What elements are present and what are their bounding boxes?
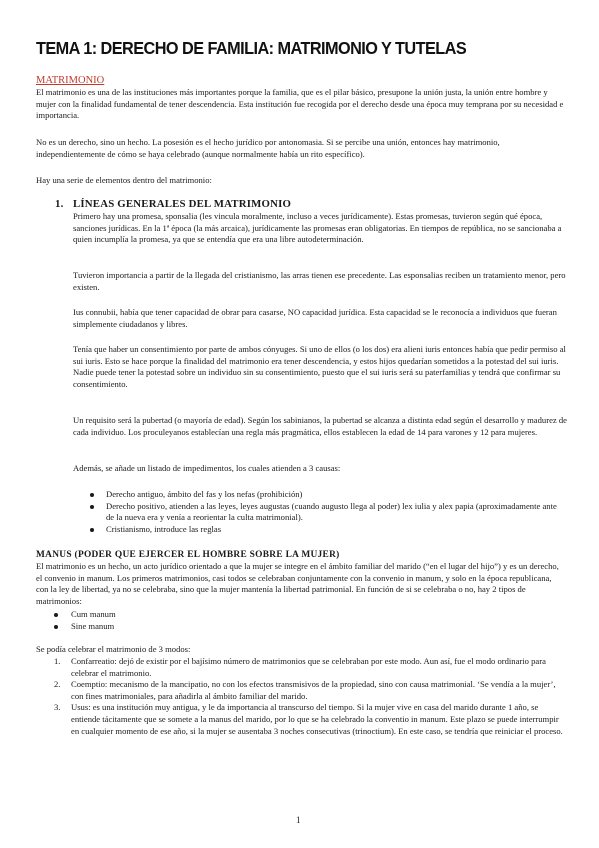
lineas-paragraph-2: Tuvieron importancia a partir de la llegada del cristianismo, las arras tienen ese precedente. Las esponsalias reciben un tratamiento menor, pero existen. <box>73 270 566 292</box>
list-number: 1. <box>54 656 61 666</box>
lineas-paragraph-6: Además, se añade un listado de impedimentos, los cuales atienden a 3 causas: <box>73 463 341 473</box>
section-heading-matrimonio: MATRIMONIO <box>36 75 105 86</box>
list-text: Usus: es una institución muy antigua, y le da importancia al transcurso del tiempo. Si la mujer vive en casa del marido durante 1 año, se entiende tácitamente que se somete a la manus del marido, por lo que se ha celebrado la conventio in manum. Este plazo se puede interrumpir en cualquier momento de ese año, si la mujer se ausentaba 3 noches consecutivas (trinoctium). En este caso, se tendría que reiniciar el proceso. <box>71 702 563 736</box>
list-item <box>54 656 566 679</box>
list-text: Confarreatio: dejó de existir por el bajísimo número de matrimonios que se celebraban por este modo. Aun así, fue el modo ordinario para celebrar el matrimonio. <box>71 656 546 678</box>
heading-text: LÍNEAS GENERALES DEL MATRIMONIO <box>73 198 292 210</box>
list-item: Cristianismo, introduce las reglas <box>90 524 566 536</box>
intro-paragraph-2: No es un derecho, sino un hecho. La posesión es el hecho jurídico por antonomasia. Si se percibe una unión, entonces hay matrimonio, independientemente de cómo se haya celebrado (aunque normalmente había un rito específico). <box>36 137 500 159</box>
lineas-paragraph-4: Tenía que haber un consentimiento por parte de ambos cónyuges. Si uno de ellos (o los dos) era alieni iuris entonces había que pedir permiso al sui iuris. Esto se hace porque la finalidad del matrimonio era tener descendencia, y estos hijos quedarían sometidos a la potestad del sui iuris. Nadie puede tener la potestad sobre un individuo sin su consentimiento, puesto que el sui iuris será su paterfamilias y tendrá que confirmar su consentimiento. <box>73 344 566 389</box>
matrimonio-types-list <box>54 609 254 632</box>
lineas-paragraph-3: Ius connubii, había que tener capacidad de obrar para casarse, NO capacidad jurídica. Esta capacidad se le reconocía a individuos que fueran simplemente ciudadanos y libres. <box>73 307 557 329</box>
page-title: TEMA 1: DERECHO DE FAMILIA: MATRIMONIO Y TUTELAS <box>36 38 467 58</box>
lineas-paragraph-5: Un requisito será la pubertad (o mayoría de edad). Según los sabinianos, la pubertad se alcanza a distinta edad según el desarrollo y madurez de cada individuo. Los proculeyanos establecían una regla más pragmática, ellos establecen la edad de 14 para varones y 12 para mujeres. <box>73 415 567 437</box>
heading-number: 1. <box>55 198 64 210</box>
intro-paragraph-3: Hay una serie de elementos dentro del matrimonio: <box>36 175 212 185</box>
numbered-heading-lineas <box>55 198 291 210</box>
list-number: 3. <box>54 702 61 713</box>
list-item: Cum manum <box>54 609 254 621</box>
list-item: Sine manum <box>54 621 254 633</box>
intro-paragraph-1: El matrimonio es una de las instituciones más importantes porque la familia, que es el pilar básico, presupone la unión justa, la unión entre hombre y mujer con la finalidad fundamental de tener descendencia. Esta institución fue recogida por el derecho desde una época muy temprana por su necesidad e importancia. <box>36 87 564 121</box>
modos-list <box>54 656 566 737</box>
list-item: Derecho positivo, atienden a las leyes, leyes augustas (cuando augusto llega al poder) lex iulia y alex papia (aproximadamente ante de la nueva era y venía a reorientar la culta matrimonial). <box>90 501 566 524</box>
manus-paragraph-2: Se podía celebrar el matrimonio de 3 modos: <box>36 644 191 654</box>
impedimentos-list <box>90 489 566 535</box>
page-number: 1 <box>296 815 301 825</box>
list-item: Derecho antiguo, ámbito del fas y los nefas (prohibición) <box>90 489 566 501</box>
list-item <box>54 702 566 737</box>
list-number: 2. <box>54 679 61 690</box>
section-heading-manus: MANUS (PODER QUE EJERCER EL HOMBRE SOBRE LA MUJER) <box>36 550 340 560</box>
list-item <box>54 679 566 702</box>
list-text: Coemptio: mecanismo de la mancipatio, no con los efectos transmisivos de la propiedad, sino con causa matrimonial. ‘Se vendía a la mujer’, con fines matrimoniales, para añadirla al ámbito familiar del marido. <box>71 679 556 701</box>
manus-paragraph-1: El matrimonio es un hecho, un acto jurídico orientado a que la mujer se integre en el ámbito familiar del marido (“en el lugar del hijo”) y es un derecho, el convenio in manum. Los primeros matrimonios, casi todos se celebraban conjuntamente con la convenio in manum, y solo en la época republicana, con la ley de libertad, ya no se celebraba, sino que la mujer mantenía la libertad patrimonial. En función de si se celebraba o no, hay 2 tipos de matrimonios: <box>36 561 559 606</box>
lineas-paragraph-1: Primero hay una promesa, sponsalia (les vincula moralmente, incluso a veces jurídicamente). Estas promesas, tuvieron según qué época, sanciones jurídicas. En la 1ª época (la más arcaica), jurídicamente las promesas eran obligatorias. En tiempos de república, no se sancionaba a quien incumplía la promesa, ya que se entendía que era una libre autodeterminación. <box>73 211 562 245</box>
